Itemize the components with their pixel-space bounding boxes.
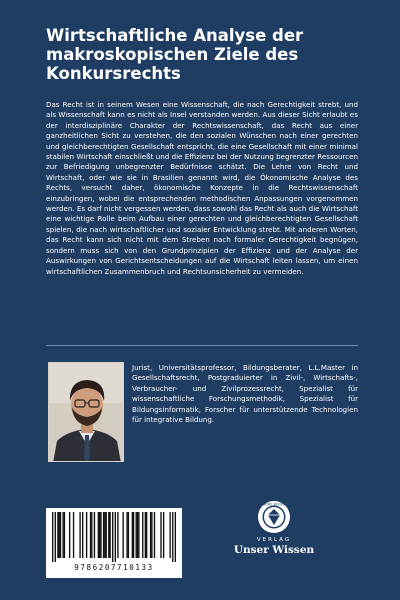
barcode-bar bbox=[132, 512, 133, 558]
barcode-bar bbox=[169, 512, 170, 558]
logo-ring-text: MORE BOOKS bbox=[262, 502, 286, 507]
barcode-bar bbox=[172, 512, 173, 562]
barcode-bar bbox=[60, 512, 61, 558]
barcode-bar bbox=[115, 512, 116, 562]
isbn-number: 9786207710133 bbox=[74, 563, 154, 572]
barcode-bar bbox=[128, 512, 129, 558]
publisher-block bbox=[222, 500, 326, 556]
barcode-bar bbox=[59, 512, 60, 558]
barcode-bar bbox=[122, 512, 123, 558]
barcode-bar bbox=[82, 512, 83, 558]
publisher-name: Unser Wissen bbox=[233, 544, 315, 556]
barcode-bar bbox=[126, 512, 127, 558]
author-bio: Jurist, Universitätsprofessor, Bildungsberater, L.L.Master in Gesellschaftsrecht, Postgraduierter in Zivil-, Wirtschafts-, Verbraucher- und Zivilprozessrecht, Spezialist für wissenschaftliche Forschungsmethodik, Spezialist für Bildungsinformatik, Forscher für unterstützende Technologien für integrative Bildung. bbox=[132, 363, 358, 425]
barcode-bar bbox=[154, 512, 155, 558]
barcode-bar bbox=[109, 512, 110, 558]
barcode-bar bbox=[99, 512, 100, 558]
barcode-bar bbox=[137, 512, 138, 558]
barcode-bar bbox=[57, 512, 58, 558]
book-blurb: Das Recht ist in seinem Wesen eine Wissenschaft, die nach Gerechtigkeit strebt, und als Wissenschaft kann es nicht als Insel verstanden werden. Aus dieser Sicht erlaubt es der interdisziplinäre Charakter der Rechtswissenschaft, das Recht aus einer ganzheitlichen Sicht zu verstehen, die den sozialen Wünschen nach einer gerechten und gleichberechtigten Gesellschaft entspricht, die eine Gesellschaft mit einer minimal stabilen Wirtschaft einschließt und die Effizienz bei der Nutzung begrenzter Ressourcen zur Befriedigung unbegrenzter Bedürfnisse schätzt. Die Lehre von Recht und Wirtschaft, oder wie sie in Brasilien genannt wird, die Ökonomische Analyse des Rechts, versucht daher, ökonomische Konzepte in die Rechtswissenschaft einzubringen, wobei die entsprechenden methodischen Anpassungen vorgenommen werden. Es darf nicht vergessen werden, dass sowohl das Recht als auch die Wirtschaft eine wichtige Rolle beim Aufbau einer gerechten und gleichberechtigten Gesellschaft spielen, die nach wirtschaftlicher und sozialer Entwicklung strebt. Mit anderen Worten, das Recht kann sich nicht mit dem Streben nach formaler Gerechtigkeit begnügen, sondern muss sich von den Grundprinzipien der Effizienz und der Analyse der Auswirkungen von Gerichtsentscheidungen auf die Wirtschaft leiten lassen, um einen wirtschaftlichen Zusammenbruch und Rechtsunsicherheit zu vermeiden. bbox=[46, 100, 358, 276]
section-divider bbox=[46, 345, 358, 346]
publisher-label: VERLAG bbox=[256, 537, 292, 543]
barcode-bar bbox=[55, 512, 56, 562]
barcode-bar bbox=[86, 512, 87, 558]
author-portrait-image bbox=[49, 363, 124, 462]
barcode-bar bbox=[133, 512, 134, 558]
barcode-bar bbox=[73, 512, 74, 558]
isbn-barcode bbox=[46, 508, 182, 578]
barcode-bar bbox=[138, 512, 139, 558]
barcode-bar bbox=[117, 512, 118, 558]
barcode-bar bbox=[64, 512, 65, 558]
barcode-bar bbox=[79, 512, 80, 558]
barcode-bar bbox=[52, 512, 53, 562]
barcode-bar bbox=[98, 512, 99, 558]
barcode-bar bbox=[146, 512, 147, 558]
barcode-bar bbox=[94, 512, 95, 558]
barcode-bar bbox=[69, 512, 70, 558]
barcode-bar bbox=[136, 512, 137, 558]
author-photo bbox=[48, 362, 124, 462]
barcode-bar bbox=[145, 512, 146, 558]
barcode-bar bbox=[108, 512, 109, 558]
barcode-bar bbox=[106, 512, 107, 558]
barcode-bar bbox=[104, 512, 105, 558]
book-title: Wirtschaftliche Analyse der makroskopischen Ziele des Konkursrechts bbox=[46, 26, 304, 83]
barcode-bar bbox=[150, 512, 151, 558]
barcode-bar bbox=[90, 512, 91, 558]
barcode-bar bbox=[91, 512, 92, 558]
barcode-bar bbox=[163, 512, 164, 558]
barcode-bar bbox=[151, 512, 152, 558]
barcode-bar bbox=[62, 512, 63, 558]
barcode-bar bbox=[175, 512, 176, 562]
barcode-bar bbox=[100, 512, 101, 558]
barcode-bar bbox=[160, 512, 161, 558]
barcode-bar bbox=[112, 512, 113, 562]
publisher-logo-icon bbox=[257, 500, 291, 534]
barcode-bar bbox=[103, 512, 104, 558]
barcode-bar bbox=[142, 512, 143, 558]
barcode-bars bbox=[52, 512, 176, 562]
